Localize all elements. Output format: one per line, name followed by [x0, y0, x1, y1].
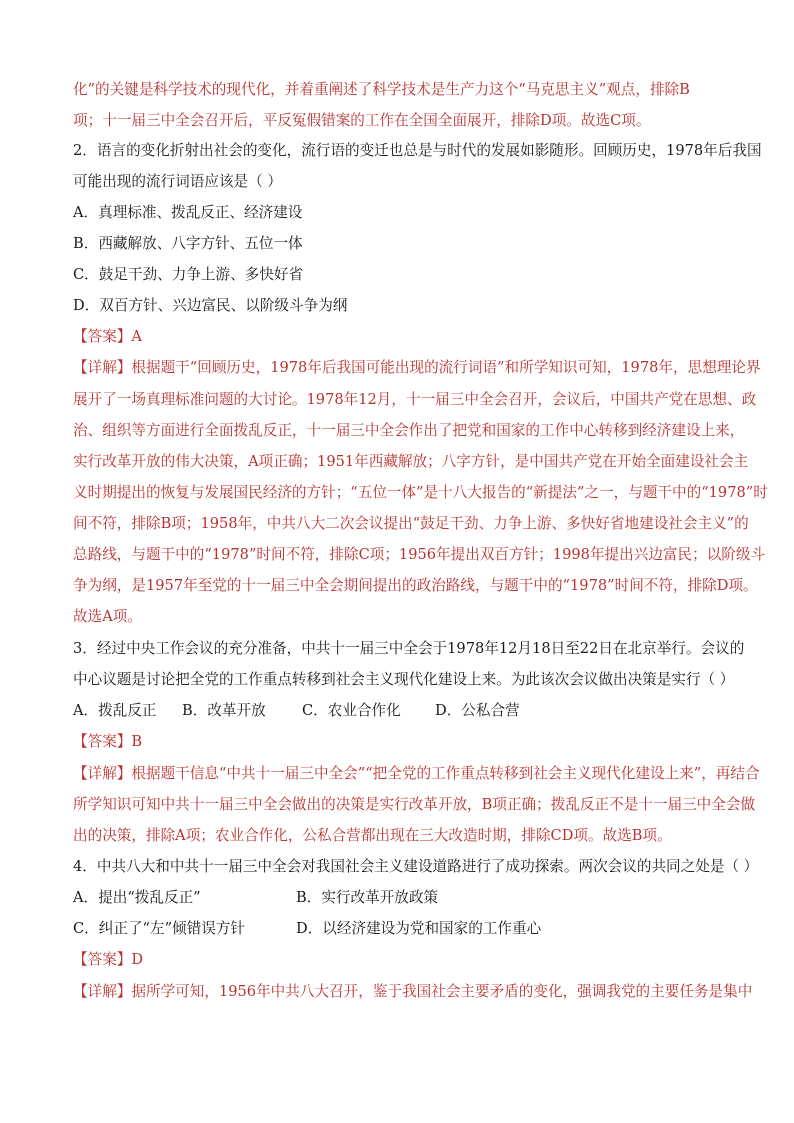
q2-detail-line-1: [73, 358, 761, 378]
q2-detail-line-7: 总路线，与题干中的“1978”时间不符，排除C项；1956年提出双百方针；1998年提出兴边富民；以阶级斗: [73, 546, 766, 563]
q3-options: [73, 701, 733, 721]
q2-option-c: C．鼓足干劲、力争上游、多快好省: [73, 266, 304, 283]
q3-option-c: C．农业合作化: [302, 702, 401, 719]
detail-tag: 【详解】: [73, 765, 132, 782]
q2-detail-line-2: 展开了一场真理标准问题的大讨论。1978年12月，十一届三中全会召开，会议后，中国共产党在思想、政: [73, 391, 757, 408]
answer-value: B: [131, 733, 143, 750]
q4-options-row-1: [73, 888, 733, 908]
q2-stem-line-1: 2．语言的变化折射出社会的变化，流行语的变迁也总是与时代的发展如影随形。回顾历史，1978年后我国: [73, 142, 762, 159]
prev-detail-line-2: 项；十一届三中全会召开后，平反冤假错案的工作在全国全面展开，排除D项。故选C项。: [73, 112, 651, 129]
q3-stem-line-2: 中心议题是讨论把全党的工作重点转移到社会主义现代化建设上来。为此该次会议做出决策是实行（ ）: [73, 671, 735, 688]
answer-tag: 【答案】: [73, 328, 132, 345]
q4-option-c: C．纠正了“左”倾错误方针: [73, 920, 246, 937]
q2-answer: [73, 327, 142, 347]
q2-detail-line-3: 治、组织等方面进行全面拨乱反正，十一届三中全会作出了把党和国家的工作中心转移到经济建设上来，: [73, 422, 745, 439]
detail-tag: 【详解】: [73, 983, 132, 1000]
q2-stem-line-2: 可能出现的流行词语应该是（ ）: [73, 173, 282, 190]
q2-detail-line-6: 间不符，排除B项；1958年，中共八大二次会议提出“鼓足干劲、力争上游、多快好省地建设社会主义”的: [73, 515, 749, 532]
q3-detail-line-1: [73, 764, 760, 784]
q4-stem-line-1: 4．中共八大和中共十一届三中全会对我国社会主义建设道路进行了成功探索。两次会议的共同之处是（ ）: [73, 858, 759, 875]
q2-option-d: D．双百方针、兴边富民、以阶级斗争为纲: [73, 297, 348, 314]
q3-option-b: B．改革开放: [182, 702, 266, 719]
q4-option-a: A．提出“拨乱反正”: [73, 889, 201, 906]
q4-option-d: D．以经济建设为党和国家的工作重心: [296, 920, 542, 937]
q2-detail-line-9: 故选A项。: [73, 608, 142, 625]
q2-option-b: B．西藏解放、八字方针、五位一体: [73, 235, 303, 252]
q3-option-d: D．公私合营: [435, 702, 520, 719]
detail-tag: 【详解】: [73, 359, 132, 376]
q4-option-b: B．实行改革开放政策: [296, 889, 439, 906]
answer-tag: 【答案】: [73, 733, 132, 750]
q2-detail-line-8: 争为纲，是1957年至党的十一届三中全会期间提出的政治路线，与题干中的“1978”时间不符，排除D项。: [73, 577, 758, 594]
q4-options-row-2: [73, 919, 733, 939]
q3-detail-line-2: 所学知识可知中共十一届三中全会做出的决策是实行改革开放，B项正确；拨乱反正不是十一届三中全会做: [73, 796, 756, 813]
detail-text: 据所学可知，1956年中共八大召开，鉴于我国社会主要矛盾的变化，强调我党的主要任务是集中: [131, 983, 753, 1000]
q2-detail-line-5: 义时期提出的恢复与发展国民经济的方针；“五位一体”是十八大报告的“新提法”之一，与题干中的“1978”时: [73, 484, 768, 501]
q2-option-a: A．真理标准、拨乱反正、经济建设: [73, 204, 303, 221]
q3-detail-line-3: 出的决策，排除A项；农业合作化，公私合营都出现在三大改造时期，排除CD项。故选B项。: [73, 827, 672, 844]
q2-detail-line-4: 实行改革开放的伟大决策，A项正确；1951年西藏解放；八字方针，是中国共产党在开始全面建设社会主: [73, 453, 749, 470]
q4-detail-line-1: [73, 982, 752, 1002]
answer-value: A: [131, 328, 142, 345]
q3-option-a: A．拨乱反正: [73, 702, 157, 719]
detail-text: 根据题干“回顾历史，1978年后我国可能出现的流行词语”和所学知识可知，1978年，思想理论界: [131, 359, 761, 376]
detail-text: 根据题干信息“中共十一届三中全会”“把全党的工作重点转移到社会主义现代化建设上来”，再结合: [131, 765, 760, 782]
answer-tag: 【答案】: [73, 951, 132, 968]
q3-answer: [73, 732, 142, 752]
q4-answer: [73, 950, 143, 970]
answer-value: D: [131, 951, 144, 968]
prev-detail-line-1: 化”的关键是科学技术的现代化，并着重阐述了科学技术是生产力这个“马克思主义”观点，排除B: [73, 81, 690, 98]
q3-stem-line-1: 3．经过中央工作会议的充分准备，中共十一届三中全会于1978年12月18日至22日在北京举行。会议的: [73, 640, 745, 657]
